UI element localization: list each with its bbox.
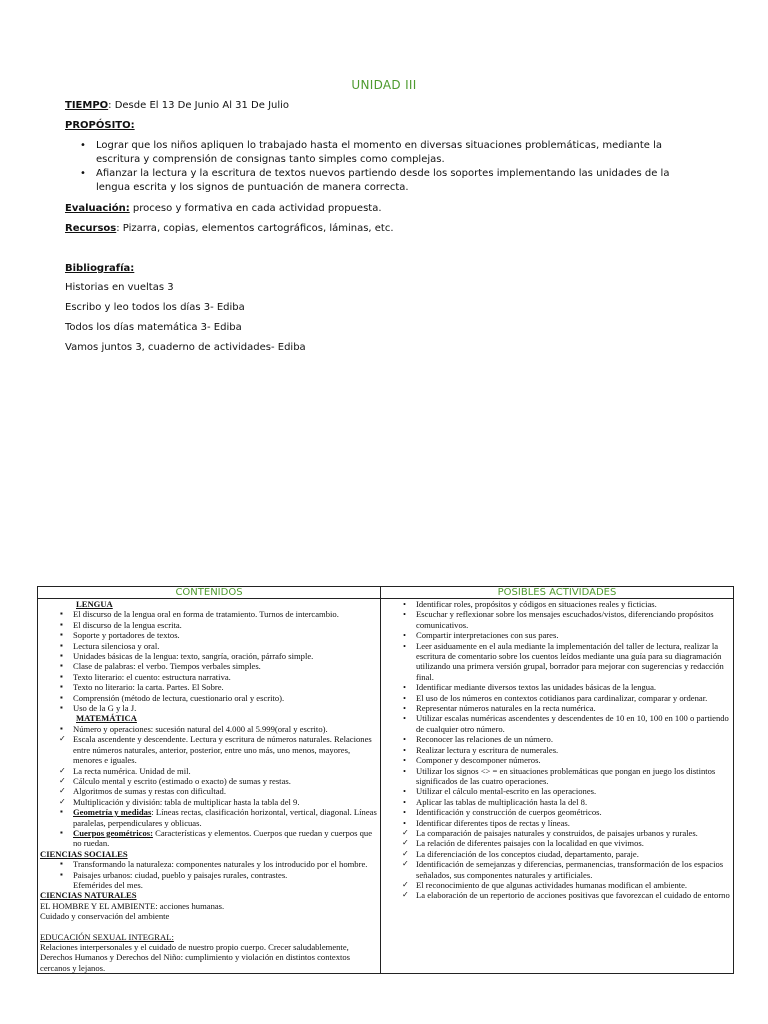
list-item: ✓ Escala ascendente y descendente. Lectura y escritura de números naturales. Relaciones entre números naturales, anterior, posterior, entre uno más, uno menos, mayores, menores e iguales. — [40, 734, 378, 765]
list-item: • Realizar lectura y escritura de numerales. — [383, 745, 731, 755]
list-item: ▪ Uso de la G y la J. — [40, 703, 378, 713]
tiempo-text: : Desde El 13 De Junio Al 31 De Julio — [108, 100, 290, 111]
list-item: ▪ Clase de palabras: el verbo. Tiempos verbales simples. — [40, 661, 378, 671]
list-item: ✓ La comparación de paisajes naturales y construidos, de paisajes urbanos y rurales. — [383, 828, 731, 838]
actividades-check-list — [383, 828, 731, 901]
page-title: UNIDAD III — [351, 78, 417, 92]
proposito-label: PROPÓSITO: — [65, 120, 135, 131]
list-item: • El uso de los números en contextos cotidianos para cardinalizar, comparar y ordenar. — [383, 693, 731, 703]
planning-table — [37, 586, 734, 974]
list-item: ✓ Algoritmos de sumas y restas con dificultad. — [40, 786, 378, 796]
list-item: • Reconocer las relaciones de un número. — [383, 734, 731, 744]
list-item: ✓ Multiplicación y división: tabla de multiplicar hasta la tabla del 9. — [40, 797, 378, 807]
list-item: • Identificar mediante diversos textos las unidades básicas de la lengua. — [383, 682, 731, 692]
list-item: ▪ Transformando la naturaleza: componentes naturales y los introducido por el hombre. — [40, 859, 378, 869]
matematica-heading: MATEMÁTICA — [76, 713, 137, 724]
naturales-heading: CIENCIAS NATURALES — [40, 890, 137, 901]
lengua-list — [40, 609, 378, 713]
bibliografia-item: Todos los días matemática 3- Ediba — [65, 322, 242, 333]
actividades-cell — [381, 599, 734, 974]
evaluacion-text: proceso y formativa en cada actividad propuesta. — [129, 203, 382, 214]
list-item: ✓ La elaboración de un repertorio de acciones positivas que favorezcan el cuidado de entorno — [383, 890, 731, 900]
list-item: ✓ La relación de diferentes paisajes con la localidad en que vivimos. — [383, 838, 731, 848]
recursos-text: : Pizarra, copias, elementos cartográficos, láminas, etc. — [116, 223, 394, 234]
table-header-row — [38, 587, 734, 599]
geometria-label: Geometría y medidas — [73, 807, 152, 818]
naturales-line: EL HOMBRE Y EL AMBIENTE: acciones humanas. — [40, 900, 225, 911]
list-item — [40, 828, 378, 849]
geometria-text: : Líneas rectas, clasificación horizontal, vertical, diagonal. Líneas paralelas, perpendiculares y oblicuas. — [73, 807, 377, 828]
col-header-contenidos: CONTENIDOS — [38, 587, 381, 599]
list-item: ▪ Paisajes urbanos: ciudad, pueblo y paisajes rurales, contrastes. — [40, 870, 378, 880]
list-item: ▪ Comprensión (método de lectura, cuestionario oral y escrito). — [40, 693, 378, 703]
list-item: • Utilizar los signos <> = en situaciones problemáticas que pongan en juego los distintos significados de las cuatro operaciones. — [383, 766, 731, 787]
evaluacion-line — [65, 203, 382, 214]
naturales-line: Cuidado y conservación del ambiente — [40, 911, 170, 922]
list-item: ✓ Cálculo mental y escrito (estimado o exacto) de sumas y restas. — [40, 776, 378, 786]
list-item: ▪ El discurso de la lengua oral en forma de tratamiento. Turnos de intercambio. — [40, 609, 378, 619]
bibliografia-item: Vamos juntos 3, cuaderno de actividades- Ediba — [65, 342, 306, 353]
recursos-label: Recursos — [65, 223, 117, 234]
list-item: • Utilizar escalas numéricas ascendentes y descendentes de 10 en 10, 100 en 100 o partiendo de cualquier otro número. — [383, 713, 731, 734]
evaluacion-label: Evaluación: — [65, 203, 130, 214]
bibliografia-item: Escribo y leo todos los días 3- Ediba — [65, 302, 245, 313]
matematica-list — [40, 724, 378, 849]
list-item: ✓ La diferenciación de los conceptos ciudad, departamento, paraje. — [383, 849, 731, 859]
sociales-heading: CIENCIAS SOCIALES — [40, 848, 128, 859]
tiempo-line — [65, 100, 289, 111]
proposito-heading — [65, 120, 135, 131]
list-item: • Identificación y construcción de cuerpos geométricos. — [383, 807, 731, 817]
table-row — [38, 599, 734, 974]
list-item: • Compartir interpretaciones con sus pares. — [383, 630, 731, 640]
bibliografia-item: Historias en vueltas 3 — [65, 282, 174, 293]
list-item: • Escuchar y reflexionar sobre los mensajes escuchados/vistos, diferenciando propósitos comunicativos. — [383, 609, 731, 630]
list-item: ▪ Número y operaciones: sucesión natural del 4.000 al 5.999(oral y escrito). — [40, 724, 378, 734]
actividades-dot-list — [383, 599, 731, 828]
list-item: ▪ Unidades básicas de la lengua: texto, sangría, oración, párrafo simple. — [40, 651, 378, 661]
contenidos-cell — [38, 599, 381, 974]
list-item: • Utilizar el cálculo mental-escrito en las operaciones. — [383, 786, 731, 796]
col-header-actividades: POSIBLES ACTIVIDADES — [381, 587, 734, 599]
list-item — [40, 807, 378, 828]
list-item: ▪ Texto no literario: la carta. Partes. El Sobre. — [40, 682, 378, 692]
list-item: ✓ El reconocimiento de que algunas actividades humanas modifican el ambiente. — [383, 880, 731, 890]
list-item: ▪ Texto literario: el cuento: estructura narrativa. — [40, 672, 378, 682]
recursos-line — [65, 223, 394, 234]
cuerpos-text: Características y elementos. Cuerpos que ruedan y cuerpos que no ruedan. — [73, 827, 373, 849]
list-item: ✓ Identificación de semejanzas y diferencias, permanencias, transformación de los espacios señalados, sus componentes naturales y artificiales. — [383, 859, 731, 880]
esi-text: Relaciones interpersonales y el cuidado de nuestro propio cuerpo. Crecer saludablemente, Derechos Humanos y Derechos del Niño: cumplimiento y violación en distintos contextos cercanos y lejanos. — [40, 942, 351, 973]
list-item: • Identificar roles, propósitos y códigos en situaciones reales y ficticias. — [383, 599, 731, 609]
esi-heading: EDUCACIÓN SEXUAL INTEGRAL: — [40, 931, 174, 942]
cuerpos-label: Cuerpos geométricos: — [73, 827, 153, 838]
list-item: • Componer y descomponer números. — [383, 755, 731, 765]
list-item: ✓ La recta numérica. Unidad de mil. — [40, 766, 378, 776]
proposito-item: • Afianzar la lectura y la escritura de textos nuevos partiendo desde los soportes implementando las unidades de la lengua escrita y los signos de puntuación de manera correcta. — [96, 167, 696, 194]
list-item: ▪ El discurso de la lengua escrita. — [40, 620, 378, 630]
proposito-item: • Lograr que los niños apliquen lo trabajado hasta el momento en diversas situaciones problemáticas, mediante la escritura y comprensión de consignas tanto simples como complejas. — [96, 139, 696, 166]
sociales-list — [40, 859, 378, 880]
lengua-heading: LENGUA — [76, 599, 113, 609]
list-item: • Leer asiduamente en el aula mediante la implementación del taller de lectura, realizar la escritura de comentario sobre los cuentos leídos mediante una guía para su diagramación utilizando una primera versión grupal, borrador para mejorar con sugerencias y redacción final. — [383, 641, 731, 683]
list-item: • Identificar diferentes tipos de rectas y líneas. — [383, 818, 731, 828]
list-item: ▪ Soporte y portadores de textos. — [40, 630, 378, 640]
tiempo-label: TIEMPO — [65, 100, 109, 111]
bibliografia-label: Bibliografía: — [65, 263, 135, 274]
list-item: • Representar números naturales en la recta numérica. — [383, 703, 731, 713]
list-item: ▪ Lectura silenciosa y oral. — [40, 641, 378, 651]
proposito-list — [78, 139, 696, 195]
list-item: • Aplicar las tablas de multiplicación hasta la del 8. — [383, 797, 731, 807]
efemerides-text: Efemérides del mes. — [73, 879, 143, 890]
bibliografia-heading — [65, 263, 134, 274]
